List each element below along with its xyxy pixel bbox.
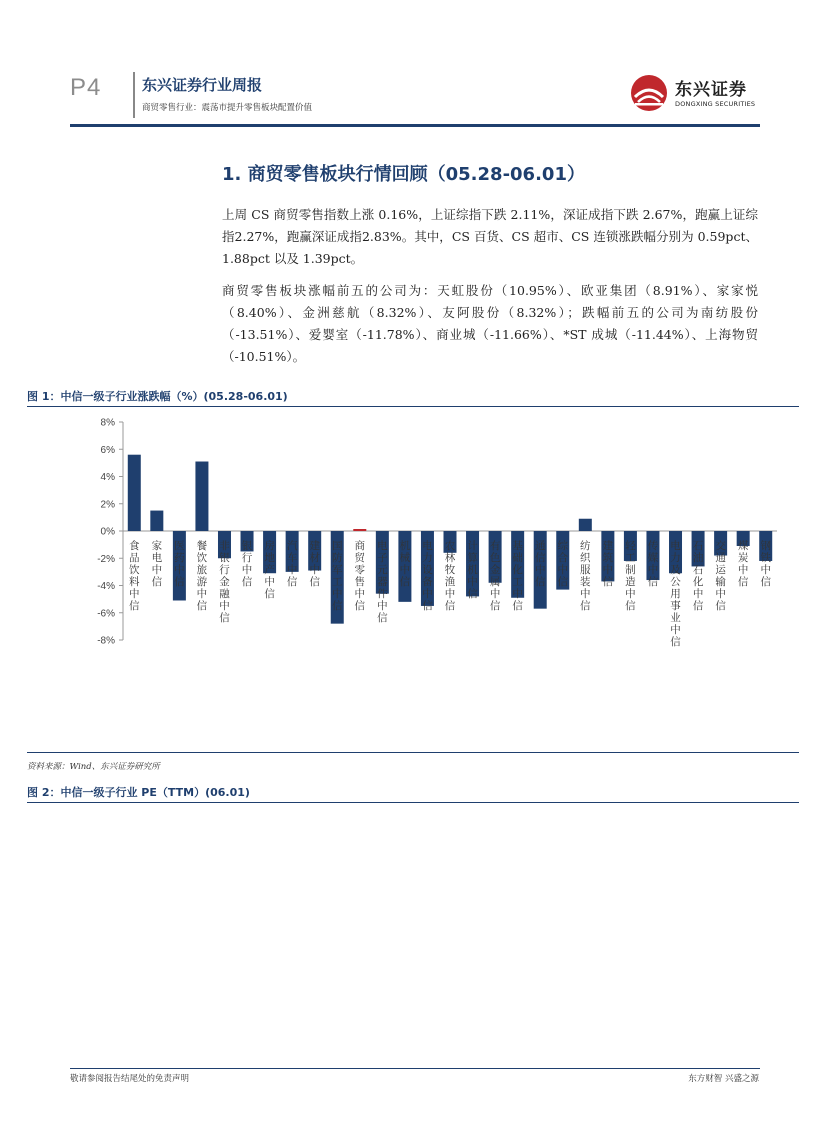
bar-20 (579, 519, 592, 531)
x-tick-label: 基础化工中信 (512, 540, 523, 612)
x-tick-label: 机械中信 (399, 540, 411, 588)
x-tick-label: 电力设备中信 (422, 540, 433, 612)
page-number: P4 (70, 74, 102, 101)
y-tick-label: 6% (100, 444, 115, 456)
report-subtitle: 商贸零售行业：震荡市提升零售板块配置价值 (142, 103, 313, 113)
logo-mark-icon (629, 73, 673, 113)
x-tick-label: 有色金属中信 (489, 540, 501, 612)
logo-text-cn: 东兴证券 (675, 80, 747, 100)
y-tick-label: 8% (100, 417, 115, 429)
figure1-label: 图 1：中信一级子行业涨跌幅（%）(05.28-06.01) (27, 390, 288, 403)
industry-return-chart (27, 408, 799, 752)
x-tick-label: 汽车中信 (286, 540, 298, 588)
x-tick-label: 煤炭中信 (737, 540, 749, 588)
figure1-source: 资料来源：Wind、东兴证券研究所 (27, 762, 160, 772)
x-tick-label: 钢铁中信 (760, 540, 771, 588)
x-tick-label: 餐饮旅游中信 (196, 540, 208, 612)
x-tick-label: 电力及公用事业中信 (670, 540, 681, 648)
footer-slogan: 东方财智 兴盛之源 (688, 1074, 759, 1084)
company-logo (629, 73, 759, 113)
bar-1 (150, 511, 163, 531)
x-tick-label: 计算机中信 (467, 540, 478, 600)
x-tick-label: 传媒中信 (647, 540, 659, 588)
paragraph-top-movers: 商贸零售板块涨幅前五的公司为：天虹股份（10.95%）、欧亚集团（8.91%）、家家悦（8.40%）、金洲慈航（8.32%）、友阿股份（8.32%）；跌幅前五的公司为南纺股份（-13.51%）、爱婴室（-11.78%）、商业城（-11.66%）、*ST 成城（-11.44%）、上海物贸（-10.51%）。 (222, 283, 758, 364)
header-divider (133, 72, 135, 118)
x-tick-label: 建筑中信 (602, 540, 614, 588)
header-rule (70, 124, 760, 127)
x-tick-label: 医药中信 (174, 540, 185, 588)
paragraph-index-review: 上周 CS 商贸零售指数上涨 0.16%，上证综指下跌 2.11%，深证成指下跌 2.67%，跑赢上证综指2.27%，跑赢深证成指2.83%。其中，CS 百货、CS 超市、CS 连锁涨跌幅分别为 0.59pct、1.88pct 以及 1.39pct。 (222, 207, 758, 266)
x-tick-label: 综合中信 (557, 540, 569, 588)
x-tick-label: 石油石化中信 (692, 540, 704, 612)
x-tick-label: 通信中信 (534, 540, 546, 588)
footer-disclaimer: 敬请参阅报告结尾处的免责声明 (70, 1074, 190, 1084)
x-tick-label: 商贸零售中信 (354, 540, 366, 612)
x-tick-label: 国防军工中信 (331, 540, 343, 612)
footer-rule (70, 1068, 760, 1069)
figure2-top-rule (27, 802, 799, 803)
y-tick-label: 0% (100, 526, 115, 538)
y-tick-label: 2% (100, 499, 115, 511)
figure1-bottom-rule (27, 752, 799, 753)
x-tick-label: 食品饮料中信 (129, 540, 140, 612)
figure2-label: 图 2：中信一级子行业 PE（TTM）(06.01) (27, 786, 250, 799)
section-title: 1. 商贸零售板块行情回顾（05.28-06.01） (222, 164, 585, 185)
x-tick-label: 纺织服装中信 (580, 540, 591, 612)
report-title: 东兴证券行业周报 (142, 76, 263, 94)
x-tick-label: 房地产中信 (264, 540, 275, 600)
x-tick-label: 电子元器件中信 (377, 540, 388, 624)
y-tick-label: 4% (100, 472, 115, 483)
logo-text-en: DONGXING SECURITIES (675, 100, 756, 108)
y-tick-label: -4% (97, 581, 115, 592)
x-tick-label: 非银行金融中信 (219, 540, 230, 624)
bar-3 (195, 462, 208, 531)
x-tick-label: 农林牧渔中信 (444, 540, 456, 612)
x-tick-label: 家电中信 (151, 540, 163, 588)
y-tick-label: -2% (97, 553, 115, 565)
y-tick-label: -6% (97, 608, 115, 620)
bar-10 (353, 529, 366, 531)
figure1-top-rule (27, 406, 799, 407)
x-tick-label: 银行中信 (241, 540, 253, 588)
x-tick-label: 建材中信 (309, 540, 320, 588)
x-tick-label: 交通运输中信 (715, 540, 726, 612)
bar-0 (128, 455, 141, 531)
y-tick-label: -8% (97, 635, 115, 647)
x-tick-label: 轻工制造中信 (625, 540, 636, 612)
